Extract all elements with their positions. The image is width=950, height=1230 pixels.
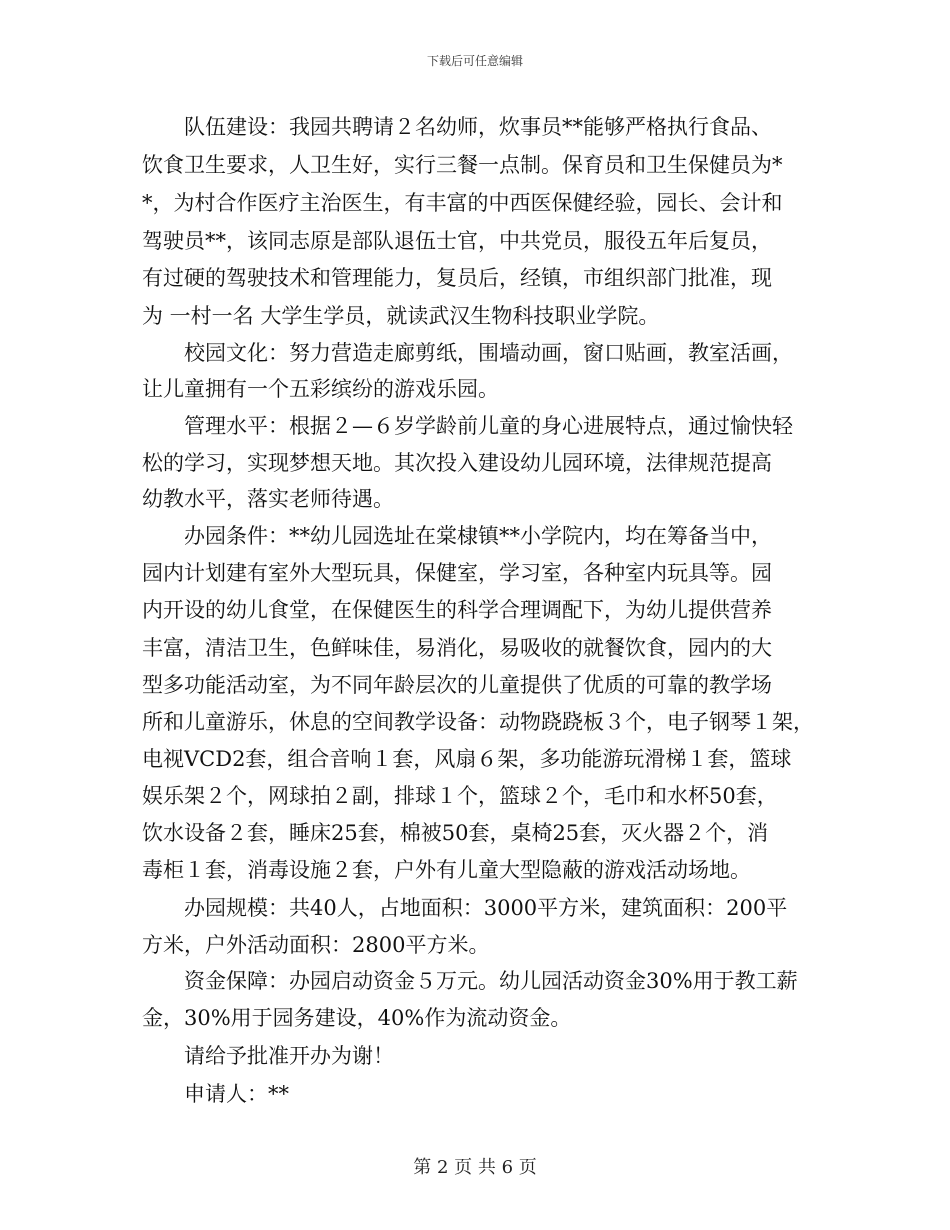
text-line: 为 一村一名 大学生学员，就读武汉生物科技职业学院。 bbox=[142, 304, 660, 328]
text-line: 驾驶员**，该同志原是部队退伍士官，中共党员，服役五年后复员， bbox=[142, 229, 772, 253]
text-line: 型多功能活动室，为不同年龄层次的儿童提供了优质的可靠的教学场 bbox=[142, 673, 772, 697]
text-line: 毒柜１套，消毒设施２套，户外有儿童大型隐蔽的游戏活动场地。 bbox=[142, 858, 751, 882]
text-line: 饮水设备２套，睡床25套，棉被50套，桌椅25套，灭火器２个，消 bbox=[142, 821, 769, 845]
text-line: 饮食卫生要求，人卫生好，实行三餐一点制。保育员和卫生保健员为* bbox=[142, 153, 783, 177]
text-line: 电视VCD2套，组合音响１套，风扇６架，多功能游玩滑梯１套，篮球 bbox=[142, 747, 792, 771]
text-line: 资金保障：办园启动资金５万元。幼儿园活动资金30%用于教工薪 bbox=[142, 969, 798, 993]
text-line: 有过硬的驾驶技术和管理能力，复员后，经镇，市组织部门批准，现 bbox=[142, 266, 772, 290]
text-line: 幼教水平，落实老师待遇。 bbox=[142, 487, 394, 511]
page-footer: 第 2 页 共 6 页 bbox=[413, 1157, 537, 1178]
text-line: 办园规模：共40人，占地面积：3000平方米，建筑面积：200平 bbox=[142, 896, 788, 920]
text-line: 办园条件：**幼儿园选址在棠棣镇**小学院内，均在筹备当中， bbox=[142, 524, 772, 548]
text-line: 所和儿童游乐，休息的空间教学设备：动物跷跷板３个，电子钢琴１架， bbox=[142, 710, 814, 734]
text-line: 管理水平：根据２—６岁学龄前儿童的身心进展特点，通过愉快轻 bbox=[142, 414, 793, 438]
text-line: 方米，户外活动面积：2800平方米。 bbox=[142, 933, 490, 957]
text-line: 让儿童拥有一个五彩缤纷的游戏乐园。 bbox=[142, 377, 499, 401]
text-line: 申请人：** bbox=[142, 1082, 289, 1106]
text-line: 松的学习，实现梦想天地。其次投入建设幼儿园环境，法律规范提高 bbox=[142, 451, 772, 475]
text-line: 内开设的幼儿食堂，在保健医生的科学合理调配下，为幼儿提供营养 bbox=[142, 598, 772, 622]
page-header: 下载后可任意编辑 bbox=[426, 54, 523, 68]
text-line: 园内计划建有室外大型玩具，保健室，学习室，各种室内玩具等。园 bbox=[142, 561, 772, 585]
text-line: 队伍建设：我园共聘请２名幼师，炊事员**能够严格执行食品、 bbox=[142, 115, 772, 139]
text-line: 请给予批准开办为谢！ bbox=[142, 1044, 394, 1068]
text-line: 校园文化：努力营造走廊剪纸，围墙动画，窗口贴画，教室活画， bbox=[142, 341, 793, 365]
text-line: 金，30%用于园务建设，40%作为流动资金。 bbox=[142, 1006, 572, 1030]
text-line: 丰富，清洁卫生，色鲜味佳，易消化，易吸收的就餐饮食，园内的大 bbox=[142, 636, 772, 660]
text-line: *，为村合作医疗主治医生，有丰富的中西医保健经验，园长、会计和 bbox=[142, 191, 783, 215]
text-line: 娱乐架２个，网球拍２副，排球１个，篮球２个，毛巾和水杯50套， bbox=[142, 784, 778, 808]
